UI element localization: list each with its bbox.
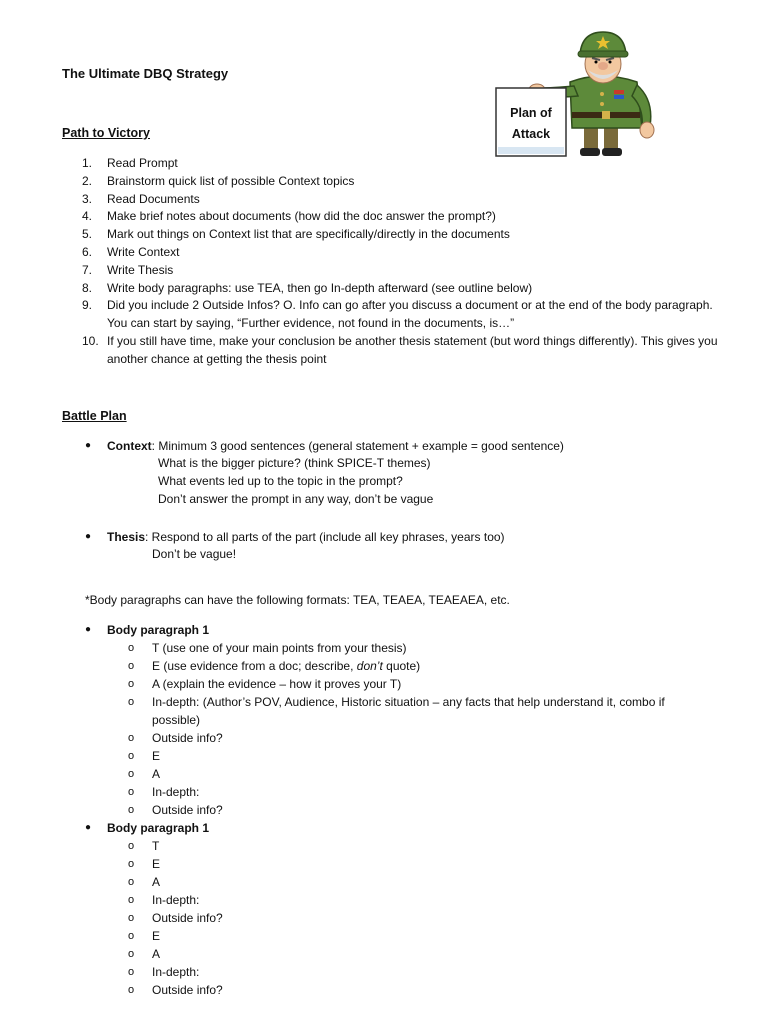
list-item: o A [128, 767, 161, 781]
list-item: o In-depth: (Author’s POV, Audience, Historic situation – any facts that help understand it, combo if possible) [128, 695, 665, 727]
list-item: o E [128, 749, 161, 763]
body-paragraph-outline [128, 837, 688, 999]
list-item: 9. Did you include 2 Outside Infos? O. Info can go after you discuss a document or at the end of the body paragraph. You can start by saying, “Further evidence, not found in the documents, is…” [82, 298, 713, 331]
list-item: o Outside info? [128, 983, 223, 997]
list-item: 3. Read Documents [82, 191, 200, 206]
bullet-icon: ● [85, 440, 92, 451]
body-paragraph-label: Body paragraph 1 [107, 821, 210, 835]
list-item: o In-depth: [128, 785, 200, 799]
body-paragraph-outline [128, 639, 688, 819]
path-to-victory-heading: Path to Victory [62, 126, 150, 140]
bullet-icon: ● [85, 531, 92, 542]
thesis-line: Don’t be vague! [152, 547, 237, 561]
sign-line-1: Plan of [510, 106, 552, 120]
list-item: o A (explain the evidence – how it proves your T) [128, 677, 402, 691]
battle-plan-heading: Battle Plan [62, 409, 127, 423]
list-item: 10. If you still have time, make your conclusion be another thesis statement (but word things differently). This gives you another chance at getting the thesis point [82, 333, 718, 366]
list-item: o T (use one of your main points from your thesis) [128, 641, 407, 655]
body-paragraph-label: Body paragraph 1 [107, 623, 210, 637]
thesis-label: Thesis [107, 530, 146, 544]
list-item: o Outside info? [128, 911, 223, 925]
list-item: 8. Write body paragraphs: use TEA, then go In-depth afterward (see outline below) [82, 280, 533, 295]
list-item: 1. Read Prompt [82, 156, 178, 170]
list-item: 6. Write Context [82, 244, 180, 259]
list-item: o In-depth: [128, 893, 200, 907]
context-line: What events led up to the topic in the prompt? [158, 474, 403, 488]
general-soldier-icon [492, 30, 662, 160]
thesis-item: Thesis: Respond to all parts of the part (include all key phrases, years too) [107, 530, 505, 544]
list-item: o E (use evidence from a doc; describe, don’t quote) [128, 659, 421, 673]
bullet-icon: ● [85, 624, 92, 635]
list-item: o In-depth: [128, 965, 200, 979]
page-title: The Ultimate DBQ Strategy [62, 66, 229, 81]
context-line: Don’t answer the prompt in any way, don’t be vague [158, 492, 434, 506]
sign-line-2: Attack [511, 127, 551, 141]
steps-list [62, 155, 722, 369]
list-item: o Outside info? [128, 731, 223, 745]
context-item: Context: Minimum 3 good sentences (general statement + example = good sentence) [107, 439, 564, 453]
list-item: o E [128, 929, 161, 943]
bullet-icon: ● [85, 822, 92, 833]
list-item: 4. Make brief notes about documents (how did the doc answer the prompt?) [82, 209, 496, 224]
list-item: 5. Mark out things on Context list that are specifically/directly in the documents [82, 227, 510, 242]
formats-note: *Body paragraphs can have the following formats: TEA, TEAEA, TEAEAEA, etc. [85, 593, 510, 607]
list-item: 7. Write Thesis [82, 262, 174, 277]
context-label: Context [107, 439, 152, 453]
list-item: o A [128, 947, 161, 961]
list-item: o T [128, 839, 160, 853]
list-item: o Outside info? [128, 803, 223, 817]
context-line: What is the bigger picture? (think SPICE-T themes) [158, 456, 431, 470]
list-item: 2. Brainstorm quick list of possible Context topics [82, 173, 355, 188]
list-item: o A [128, 875, 161, 889]
list-item: o E [128, 857, 161, 871]
